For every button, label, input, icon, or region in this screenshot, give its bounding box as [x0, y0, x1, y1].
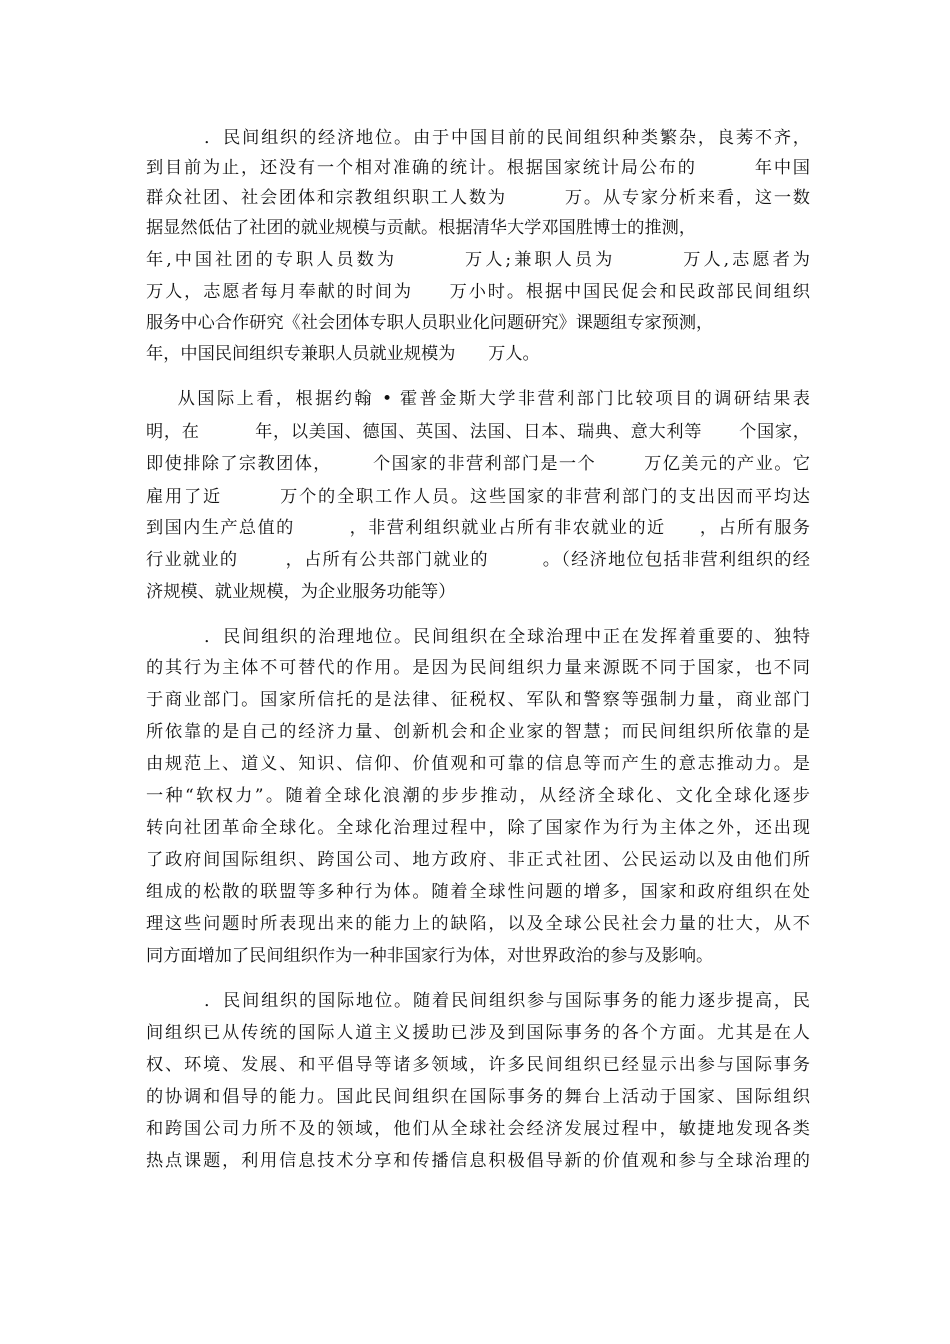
text-line: 由规范上、道义、知识、信仰、价值观和可靠的信息等而产生的意志推动力。是 [146, 754, 810, 774]
text-line: 到国内生产总值的 ，非营利组织就业占所有非农就业的近 ，占所有服务 [146, 518, 810, 538]
text-line: 到目前为止，还没有一个相对准确的统计。根据国家统计局公布的 年中国 [146, 158, 810, 178]
text-line: 济规模、就业规模，为企业服务功能等） [146, 582, 456, 602]
text-line: 万人，志愿者每月奉献的时间为 万小时。根据中国民促会和民政部民间组织 [146, 282, 810, 302]
text-line: 于商业部门。国家所信托的是法律、征税权、军队和警察等强制力量，商业部门 [146, 690, 810, 710]
text-line: 的其行为主体不可替代的作用。是因为民间组织力量来源既不同于国家，也不同 [146, 658, 810, 678]
text-line: 行业就业的 ，占所有公共部门就业的 。（经济地位包括非营利组织的经 [146, 550, 810, 570]
text-line: 年，中国民间组织专兼职人员就业规模为 万人。 [146, 344, 540, 364]
text-line: 据显然低估了社团的就业规模与贡献。根据清华大学邓国胜博士的推测， [146, 218, 697, 238]
text-line: 群众社团、社会团体和宗教组织职工人数为 万。从专家分析来看，这一数 [146, 188, 810, 208]
text-line: 热点课题，利用信息技术分享和传播信息积极倡导新的价值观和参与全球治理的 [146, 1151, 810, 1171]
text-line: 明，在 年，以美国、德国、英国、法国、日本、瑞典、意大利等 个国家， [146, 422, 810, 442]
text-line: 和跨国公司力所不及的领域，他们从全球社会经济发展过程中，敏捷地发现各类 [146, 1119, 810, 1139]
text-line: 一种“软权力”。随着全球化浪潮的步步推动，从经济全球化、文化全球化逐步 [146, 786, 810, 806]
text-line: 的协调和倡导的能力。国此民间组织在国际事务的舞台上活动于国家、国际组织 [146, 1087, 810, 1107]
text-line: 权、环境、发展、和平倡导等诸多领域，许多民间组织已经显示出参与国际事务 [146, 1055, 810, 1075]
text-line: 理这些问题时所表现出来的能力上的缺陷，以及全球公民社会力量的壮大，从不 [146, 914, 810, 934]
text-line: 转向社团革命全球化。全球化治理过程中，除了国家作为行为主体之外，还出现 [146, 818, 810, 838]
text-line: 雇用了近 万个的全职工作人员。这些国家的非营利部门的支出因而平均达 [146, 487, 810, 507]
text-line: ．民间组织的国际地位。随着民间组织参与国际事务的能力逐步提高，民 [146, 991, 810, 1011]
text-line: 年,中国社团的专职人员数为 万人;兼职人员为 万人,志愿者为 [146, 250, 810, 270]
text-line: 间组织已从传统的国际人道主义援助已涉及到国际事务的各个方面。尤其是在人 [146, 1023, 810, 1043]
text-line: 服务中心合作研究《社会团体专职人员职业化问题研究》课题组专家预测， [146, 313, 714, 333]
text-line: ．民间组织的经济地位。由于中国目前的民间组织种类繁杂，良莠不齐， [146, 128, 810, 148]
text-line: 了政府间国际组织、跨国公司、地方政府、非正式社团、公民运动以及由他们所 [146, 850, 810, 870]
text-line: 组成的松散的联盟等多种行为体。随着全球性问题的增多，国家和政府组织在处 [146, 882, 810, 902]
text-line: 所依靠的是自己的经济力量、创新机会和企业家的智慧；而民间组织所依靠的是 [146, 722, 810, 742]
text-line: 同方面增加了民间组织作为一种非国家行为体，对世界政治的参与及影响。 [146, 946, 714, 966]
text-line: ．民间组织的治理地位。民间组织在全球治理中正在发挥着重要的、独特 [146, 627, 810, 647]
text-line: 从国际上看，根据约翰 • 霍普金斯大学非营利部门比较项目的调研结果表 [146, 389, 810, 409]
text-line: 即使排除了宗教团体， 个国家的非营利部门是一个 万亿美元的产业。它 [146, 454, 810, 474]
